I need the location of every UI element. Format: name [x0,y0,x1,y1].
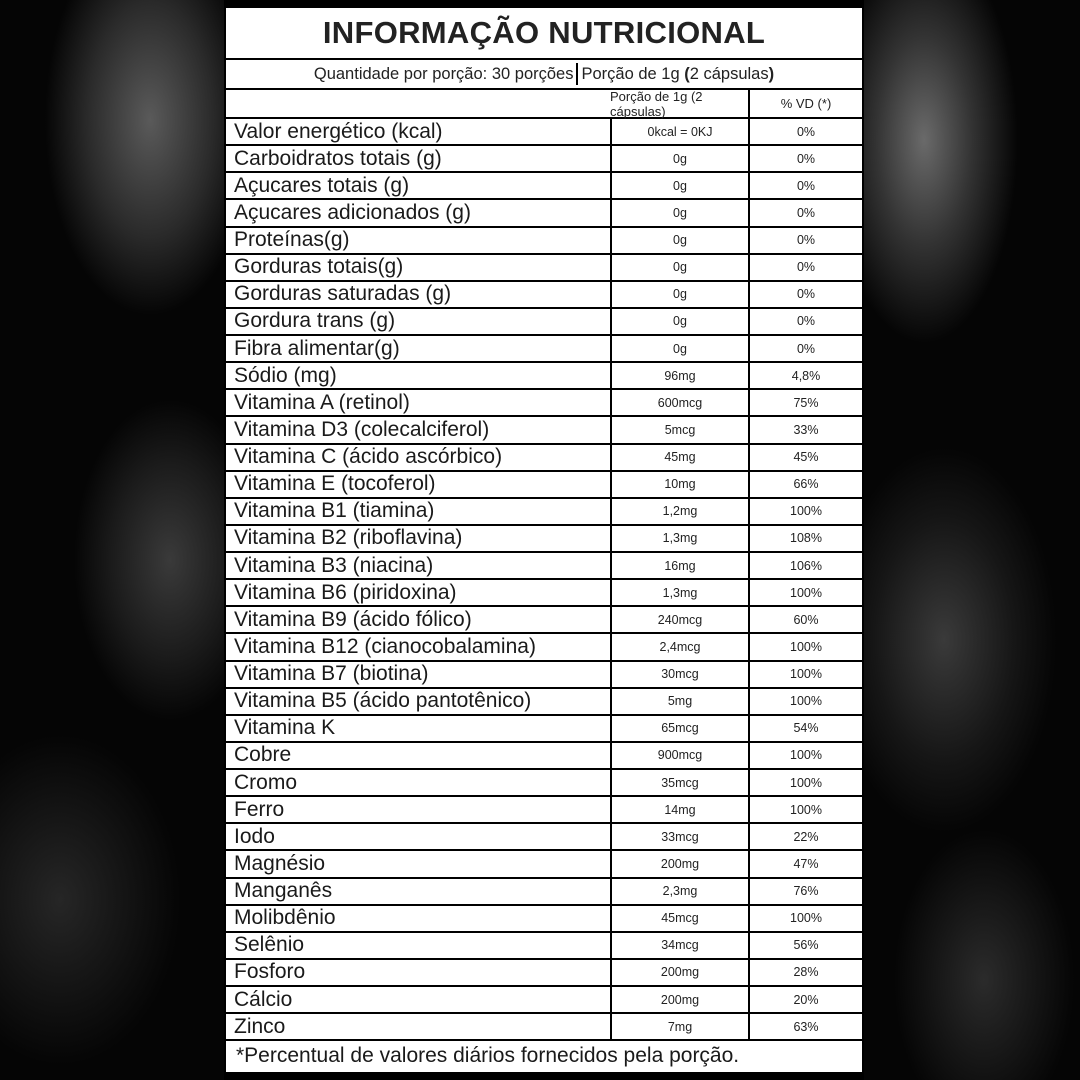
nutrient-vd: 100% [748,770,862,795]
nutrient-amount: 200mg [610,960,748,985]
nutrient-name: Cálcio [234,987,293,1011]
nutrient-vd: 76% [748,879,862,904]
nutrient-amount: 200mg [610,851,748,876]
nutrient-name: Molibdênio [234,906,336,930]
table-row [226,445,862,472]
nutrient-name: Selênio [234,933,305,957]
nutrient-amount: 30mcg [610,662,748,687]
nutrient-vd: 0% [748,228,862,253]
nutrient-amount: 35mcg [610,770,748,795]
nutrient-vd: 33% [748,417,862,442]
nutrient-name: Proteínas(g) [234,228,350,252]
nutrient-vd: 100% [748,634,862,659]
nutrient-name: Fibra alimentar(g) [234,336,400,360]
nutrient-amount: 5mcg [610,417,748,442]
nutrient-amount: 1,3mg [610,580,748,605]
table-row [226,689,862,716]
table-row [226,309,862,336]
nutrient-vd: 4,8% [748,363,862,388]
column-header-amount: Porção de 1g (2 cápsulas) [610,88,703,119]
nutrient-vd: 0% [748,282,862,307]
nutrient-name: Vitamina B2 (riboflavina) [234,526,463,550]
nutrient-name: Vitamina B6 (piridoxina) [234,580,457,604]
nutrient-vd: 108% [748,526,862,551]
nutrient-name: Gorduras totais(g) [234,255,404,279]
nutrient-vd: 100% [748,689,862,714]
table-title: INFORMAÇÃO NUTRICIONAL [226,8,862,60]
nutrient-amount: 600mcg [610,390,748,415]
nutrient-name: Gordura trans (g) [234,309,396,333]
nutrient-name: Ferro [234,797,285,821]
nutrient-name: Vitamina B3 (niacina) [234,553,434,577]
nutrient-amount: 33mcg [610,824,748,849]
nutrient-amount: 0g [610,173,748,198]
background-left-dark-art [0,0,224,1080]
nutrient-name: Manganês [234,879,333,903]
nutrient-name: Vitamina K [234,716,336,740]
table-row [226,282,862,309]
nutrient-name: Vitamina D3 (colecalciferol) [234,417,490,441]
nutrient-amount: 34mcg [610,933,748,958]
table-row [226,119,862,146]
table-row [226,255,862,282]
nutrient-name: Sódio (mg) [234,363,337,387]
table-row [226,607,862,634]
nutrient-vd: 22% [748,824,862,849]
nutrient-name: Vitamina A (retinol) [234,390,410,414]
table-row [226,173,862,200]
nutrient-name: Valor energético (kcal) [234,119,443,143]
nutrient-amount: 45mcg [610,906,748,931]
table-row [226,200,862,227]
nutrient-name: Vitamina E (tocoferol) [234,472,436,496]
nutrient-amount: 0g [610,200,748,225]
table-row [226,797,862,824]
nutrient-amount: 10mg [610,472,748,497]
nutrient-vd: 20% [748,987,862,1012]
nutrient-amount: 5mg [610,689,748,714]
table-row [226,472,862,499]
nutrient-vd: 106% [748,553,862,578]
nutrient-amount: 0g [610,255,748,280]
nutrient-name: Vitamina B9 (ácido fólico) [234,607,472,631]
nutrient-amount: 45mg [610,445,748,470]
nutrient-name: Vitamina C (ácido ascórbico) [234,445,503,469]
serving-divider [576,63,578,85]
nutrient-amount: 0g [610,282,748,307]
nutrient-amount: 240mcg [610,607,748,632]
nutrient-name: Iodo [234,824,275,848]
nutrient-amount: 0g [610,309,748,334]
nutrient-vd: 63% [748,1014,862,1039]
nutrient-name: Vitamina B12 (cianocobalamina) [234,634,536,658]
nutrient-amount: 0g [610,146,748,171]
table-row [226,417,862,444]
table-row [226,363,862,390]
column-headers [226,90,862,119]
nutrient-vd: 0% [748,255,862,280]
footnote: *Percentual de valores diários fornecidos pela porção. [236,1044,740,1068]
table-row [226,770,862,797]
nutrient-name: Açucares adicionados (g) [234,200,471,224]
table-row [226,336,862,363]
nutrient-name: Fosforo [234,960,306,984]
table-row [226,1014,862,1041]
table-row [226,906,862,933]
nutrient-name: Zinco [234,1014,286,1038]
column-header-vd: % VD (*) [748,90,862,117]
nutrient-vd: 100% [748,906,862,931]
table-row [226,553,862,580]
nutrient-vd: 75% [748,390,862,415]
nutrient-amount: 65mcg [610,716,748,741]
nutrient-vd: 56% [748,933,862,958]
nutrient-amount: 7mg [610,1014,748,1039]
nutrient-vd: 100% [748,499,862,524]
nutrient-name: Vitamina B7 (biotina) [234,662,429,686]
table-row [226,634,862,661]
table-row [226,499,862,526]
nutrient-name: Açucares totais (g) [234,173,410,197]
table-row [226,879,862,906]
table-row [226,743,862,770]
nutrient-amount: 2,4mcg [610,634,748,659]
nutrient-amount: 1,2mg [610,499,748,524]
table-row [226,526,862,553]
nutrient-amount: 1,3mg [610,526,748,551]
nutrient-amount: 0kcal = 0KJ [610,119,748,144]
nutrient-name: Magnésio [234,851,326,875]
nutrient-vd: 60% [748,607,862,632]
table-row [226,851,862,878]
table-row [226,960,862,987]
nutrient-amount: 2,3mg [610,879,748,904]
table-row [226,662,862,689]
nutrient-name: Cobre [234,743,292,767]
nutrient-amount: 0g [610,336,748,361]
nutrient-amount: 14mg [610,797,748,822]
nutrient-amount: 16mg [610,553,748,578]
nutrient-vd: 0% [748,119,862,144]
nutrient-vd: 100% [748,797,862,822]
nutrient-name: Gorduras saturadas (g) [234,282,452,306]
nutrient-name: Vitamina B5 (ácido pantotênico) [234,689,532,713]
column-header-nutrient [226,90,610,117]
nutrient-name: Carboidratos totais (g) [234,146,442,170]
nutrient-name: Cromo [234,770,298,794]
serving-portion: Porção de 1g (2 cápsulas) [581,64,775,83]
nutrient-vd: 47% [748,851,862,876]
nutrient-name: Vitamina B1 (tiamina) [234,499,435,523]
nutrient-vd: 100% [748,743,862,768]
table-row [226,228,862,255]
table-row [226,146,862,173]
nutrient-vd: 45% [748,445,862,470]
serving-info [226,60,862,90]
table-row [226,716,862,743]
nutrient-vd: 0% [748,146,862,171]
nutrient-rows [226,119,862,1041]
nutrient-vd: 100% [748,580,862,605]
table-row [226,824,862,851]
nutrient-amount: 0g [610,228,748,253]
nutrient-amount: 200mg [610,987,748,1012]
table-row [226,987,862,1014]
nutrient-amount: 96mg [610,363,748,388]
background-right-dark-art [864,0,1080,1080]
nutrient-vd: 54% [748,716,862,741]
nutrition-facts-table [224,6,864,1074]
table-row [226,390,862,417]
table-row [226,933,862,960]
nutrient-vd: 0% [748,200,862,225]
nutrient-vd: 100% [748,662,862,687]
nutrient-vd: 66% [748,472,862,497]
nutrient-amount: 900mcg [610,743,748,768]
nutrient-vd: 28% [748,960,862,985]
nutrient-vd: 0% [748,336,862,361]
table-row [226,580,862,607]
nutrient-vd: 0% [748,173,862,198]
nutrient-vd: 0% [748,309,862,334]
serving-quantity: Quantidade por porção: 30 porções [313,64,574,83]
